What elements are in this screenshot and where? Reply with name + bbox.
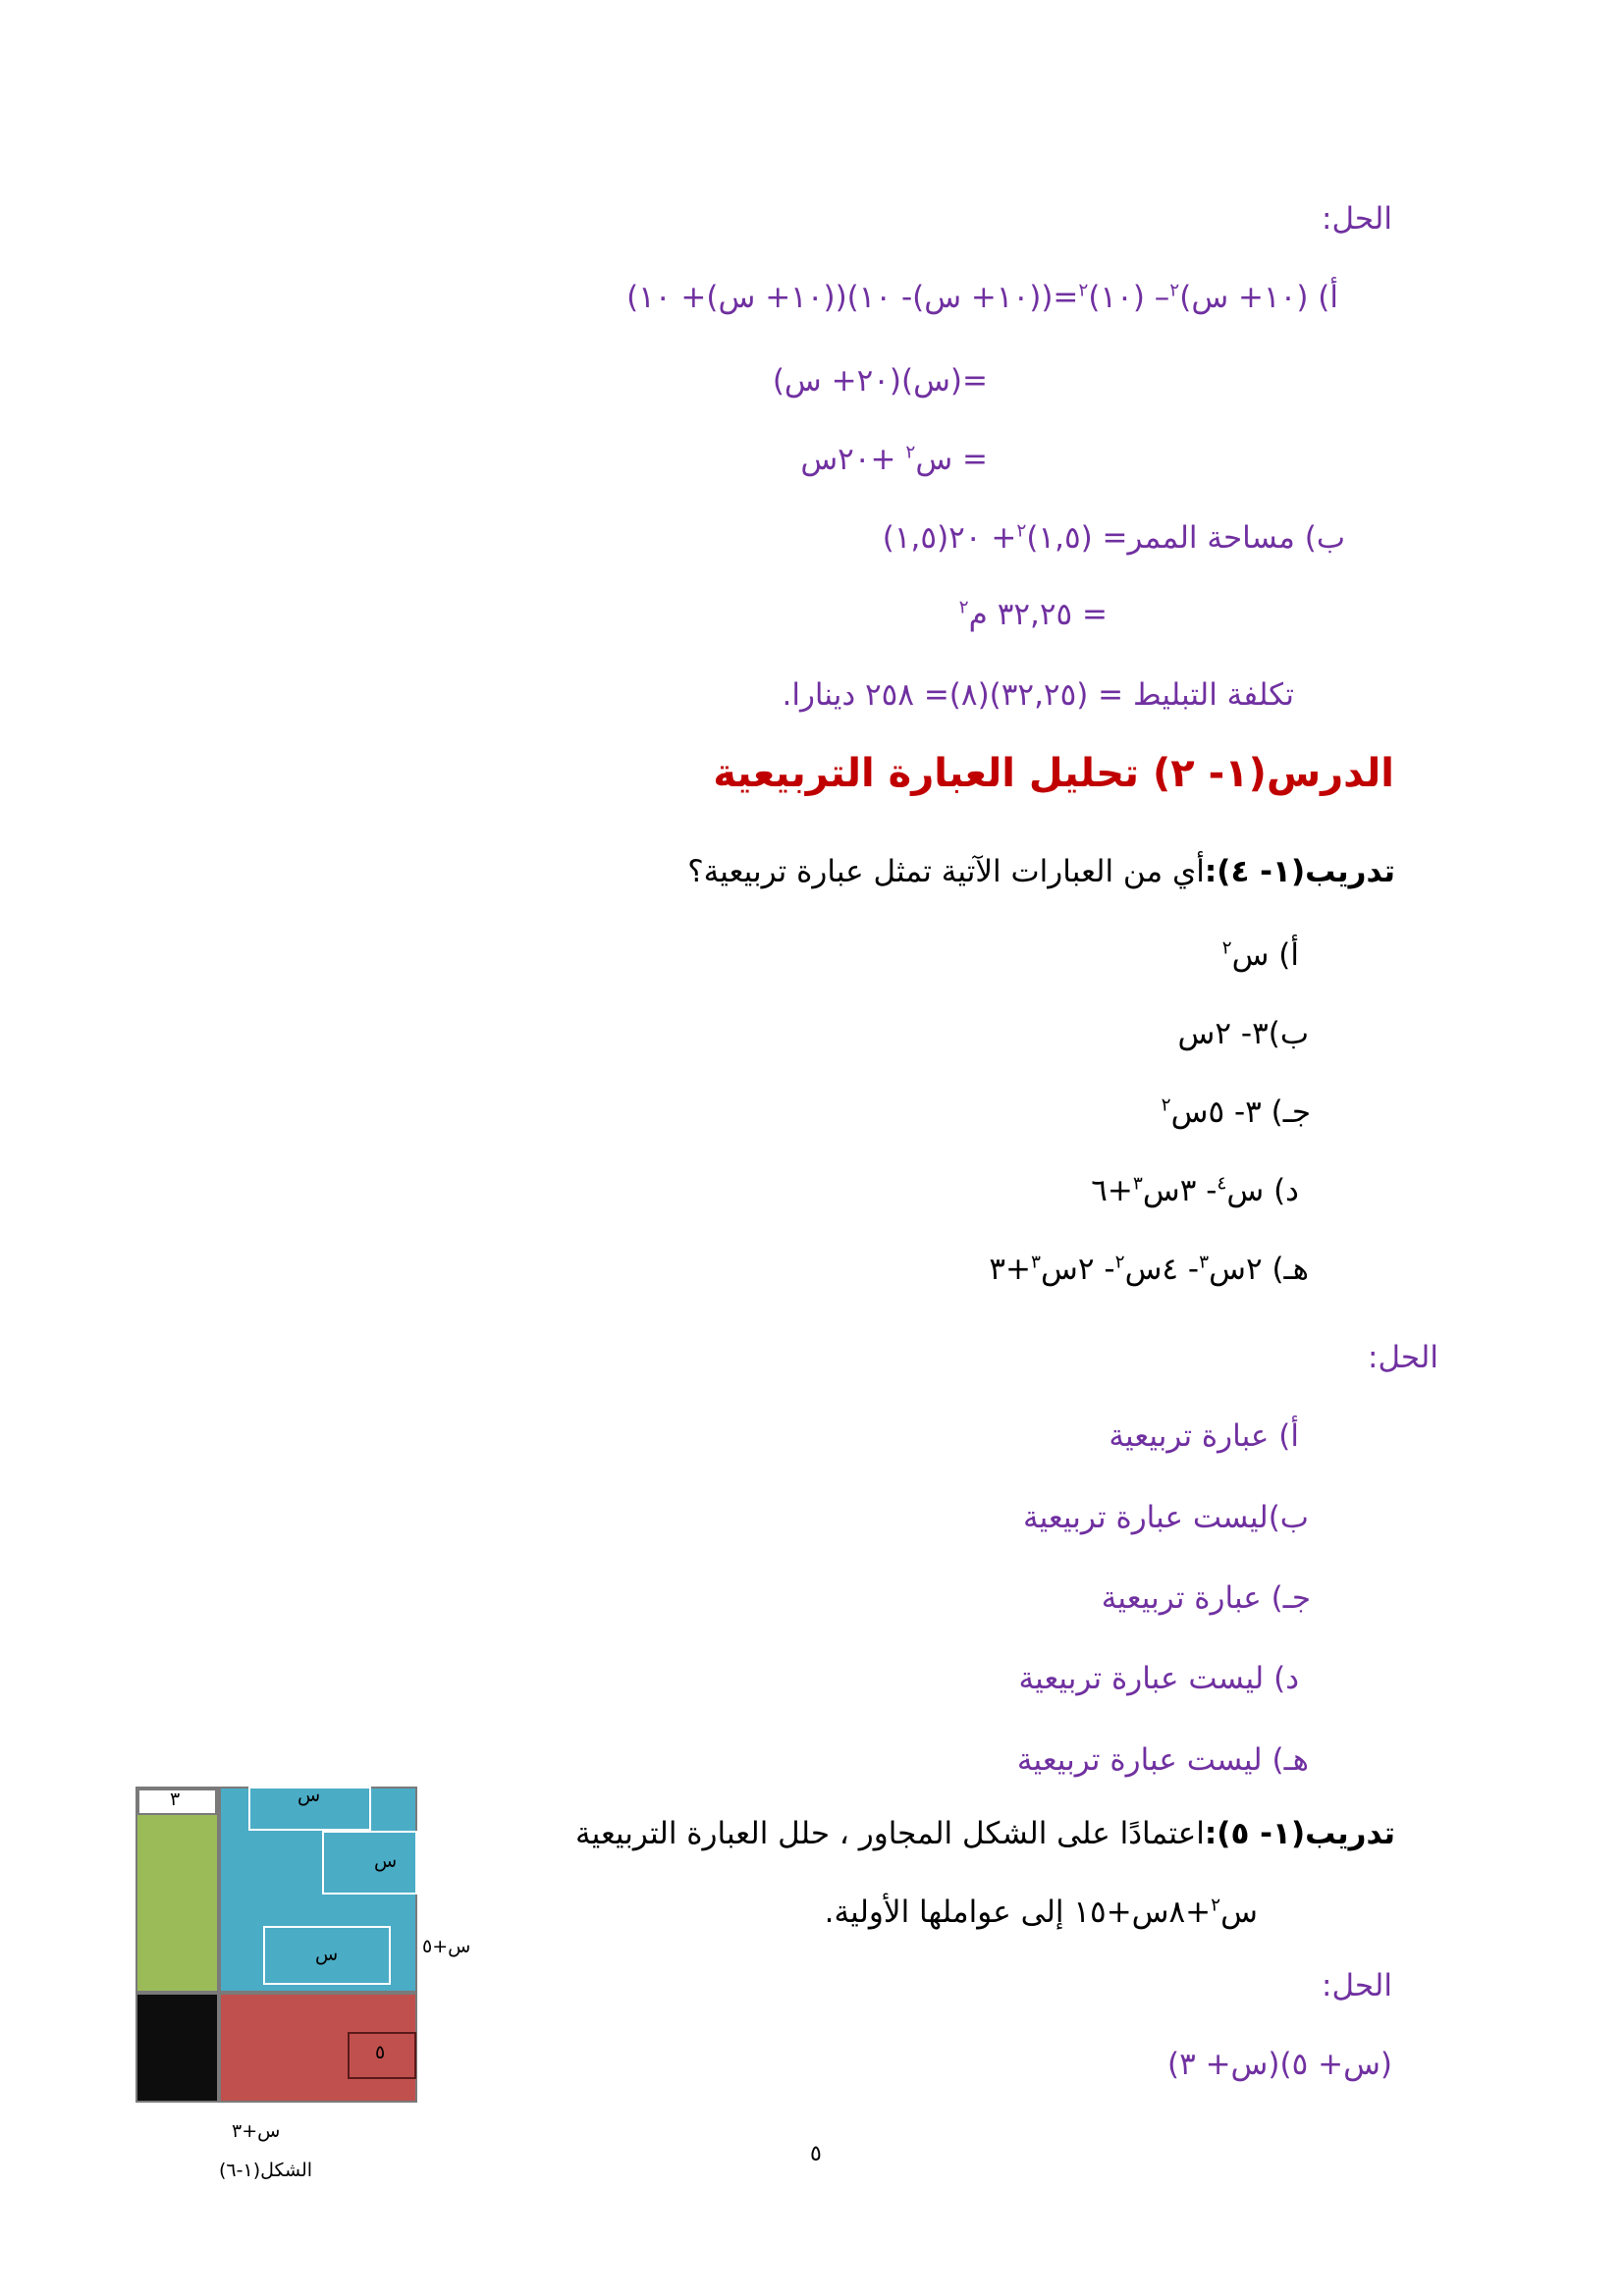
exercise-5-solution-heading: الحل: [1322, 1968, 1392, 2003]
black-block [135, 1993, 219, 2103]
solution-a-line-1: أ) (١٠+ س)$^٢$– (١٠)$^٢$=((١٠+ س)- ١٠)((١٠+ س)+ ١٠) [626, 280, 1338, 315]
answer-d: د) ليست عبارة تربيعية [1018, 1661, 1299, 1696]
figure-caption: الشكل(١-٦) [219, 2160, 313, 2181]
exercise-5-question: تدريب(١- ٥):اعتمادًا على الشكل المجاور ، حلل العبارة التربيعية [575, 1816, 1395, 1851]
label-x-low: س [315, 1944, 339, 1965]
label-three: ٣ [170, 1789, 181, 1810]
answer-b: ب)ليست عبارة تربيعية [1022, 1500, 1309, 1535]
solution-a-line-2: =(س)(٢٠+ س) [772, 363, 988, 399]
answer-a: أ) عبارة تربيعية [1109, 1418, 1299, 1454]
option-c: جـ) ٣- ٥س$^٢$ [1161, 1095, 1311, 1130]
solution-b-line-1: ب) مساحة الممر= (١,٥)$^٢$+ ٢٠(١,٥) [882, 520, 1345, 556]
label-bottom: س+٣ [232, 2120, 281, 2142]
solution-heading: الحل: [1322, 201, 1392, 237]
option-d: د) س$^٤$- ٣س$^٣$+٦ [1091, 1173, 1299, 1208]
answer-c: جـ) عبارة تربيعية [1101, 1580, 1311, 1616]
solution-b-line-3: تكلفة التبليط = (٣٢,٢٥)(٨)= ٢٥٨ دينارا. [782, 677, 1294, 713]
label-x-mid: س [374, 1850, 398, 1872]
option-a: أ) س$^٢$ [1221, 937, 1299, 973]
lesson-title: الدرس(١- ٢) تحليل العبارة التربيعية [713, 751, 1394, 796]
exercise-5-answer: (س+ ٥)(س+ ٣) [1166, 2047, 1392, 2082]
label-five: ٥ [375, 2042, 386, 2063]
exercise-4-solution-heading: الحل: [1368, 1340, 1438, 1375]
exercise-4-question: تدريب(١- ٤):أي من العبارات الآتية تمثل عبارة تربيعية؟ [687, 854, 1395, 889]
answer-e: هـ) ليست عبارة تربيعية [1016, 1742, 1309, 1778]
green-block [135, 1787, 219, 1993]
area-model-figure [116, 1777, 509, 2199]
exercise-5-expression: س$^٢$+٨س+١٥ إلى عواملها الأولية. [824, 1895, 1258, 1930]
page-number: ٥ [810, 2142, 822, 2166]
label-x-mid-box [322, 1831, 417, 1895]
label-side: س+٥ [422, 1936, 471, 1957]
option-e: هـ) ٢س$^٣$- ٤س$^٢$- ٢س$^٣$+٣ [989, 1252, 1309, 1287]
option-b: ب)٣- ٢س [1177, 1016, 1309, 1051]
label-x-top: س [298, 1785, 321, 1806]
solution-a-line-3: = س$^٢$ +٢٠س [800, 442, 988, 477]
solution-b-line-2: = ٣٢,٢٥ م$^٢$ [958, 597, 1108, 632]
